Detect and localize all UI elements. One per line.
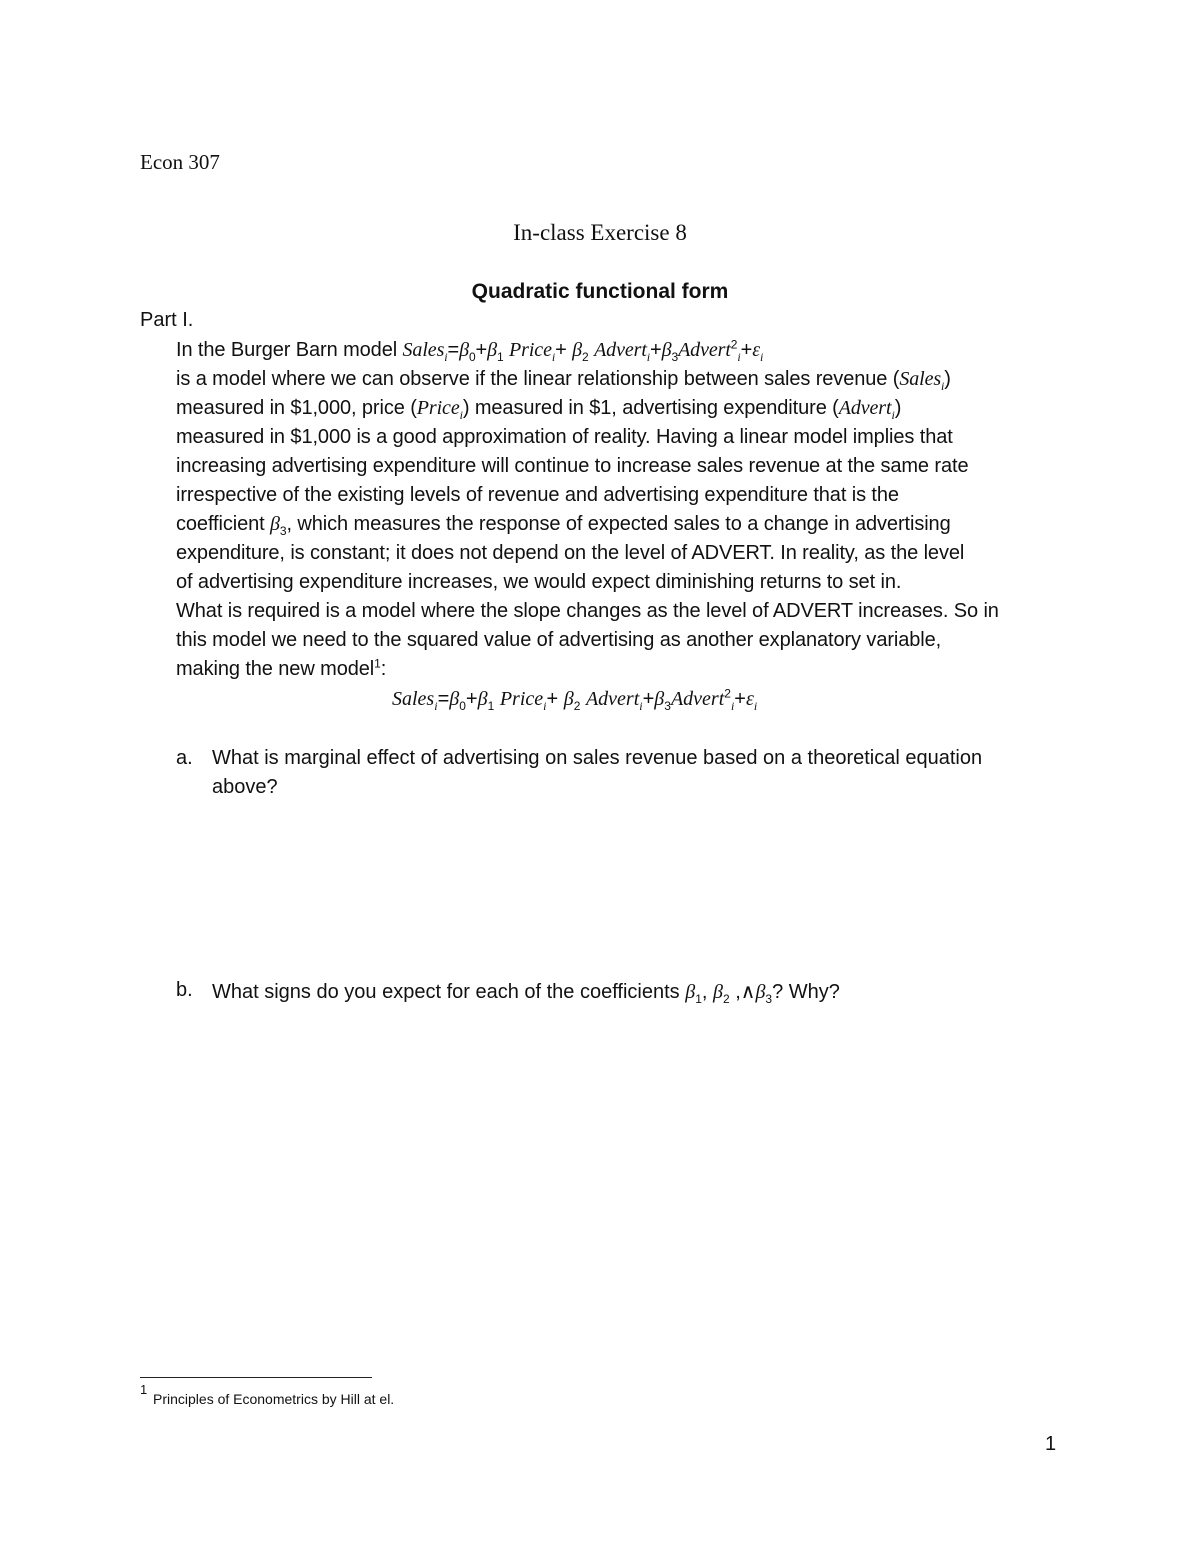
paragraph-line: expenditure, is constant; it does not depend on the level of ADVERT. In reality, as the level — [176, 542, 965, 564]
question-b-text: What signs do you expect for each of the coefficients $\beta_1$, $\beta_2$ $,\wedge\beta_3$? Why? — [212, 981, 840, 1006]
footnote-divider — [140, 1377, 372, 1378]
footnote-text: Principles of Econometrics by Hill at el. — [153, 1391, 395, 1407]
exercise-title: In-class Exercise 8 — [513, 220, 687, 245]
intro-prefix: In the Burger Barn model — [176, 339, 398, 361]
model-equation: $Sales_i=\beta_0+\beta_1$ Price$_i$+ $\beta_2$ $Advert_i+\beta_3Advert^2_i+\varepsilon_i$ — [402, 337, 764, 364]
paragraph-line: is a model where we can observe if the linear relationship between sales revenue (Sales$_i$) — [176, 368, 951, 393]
course-name: Econ 307 — [140, 150, 220, 174]
footnote-mark: 1 — [140, 1382, 148, 1397]
part-label: Part I. — [140, 309, 194, 331]
paragraph-line: making the new model$^1$: — [176, 656, 387, 680]
paragraph-line: What is required is a model where the slope changes as the level of ADVERT increases. So in — [176, 600, 999, 622]
exercise-subtitle: Quadratic functional form — [471, 280, 729, 303]
page-number: 1 — [1045, 1433, 1057, 1455]
paragraph-line: measured in $1,000, price (Price$_i$) measured in $1, advertising expenditure (Advert$_i$) — [176, 397, 902, 422]
paragraph-line: increasing advertising expenditure will continue to increase sales revenue at the same rate — [176, 455, 969, 477]
paragraph-line: coefficient $\beta_3$, which measures the response of expected sales to a change in advertising — [176, 513, 951, 538]
question-a-text: What is marginal effect of advertising on sales revenue based on a theoretical equation — [212, 747, 983, 769]
question-b-label: b. — [176, 979, 193, 1001]
intro-line — [176, 339, 763, 362]
paragraph-line: measured in $1,000 is a good approximation of reality. Having a linear model implies that — [176, 426, 953, 448]
question-a-label: a. — [176, 747, 193, 769]
question-a-text: above? — [212, 776, 278, 798]
paragraph-line: this model we need to the squared value of advertising as another explanatory variable, — [176, 629, 942, 651]
centered-model-equation: $Sales_i=\beta_0+\beta_1$ Price$_i$+ $\beta_2$ $Advert_i+\beta_3Advert^2_i+\varepsilon_i$ — [392, 686, 758, 713]
paragraph-line: irrespective of the existing levels of revenue and advertising expenditure that is the — [176, 484, 899, 506]
paragraph-line: of advertising expenditure increases, we would expect diminishing returns to set in. — [176, 571, 902, 593]
